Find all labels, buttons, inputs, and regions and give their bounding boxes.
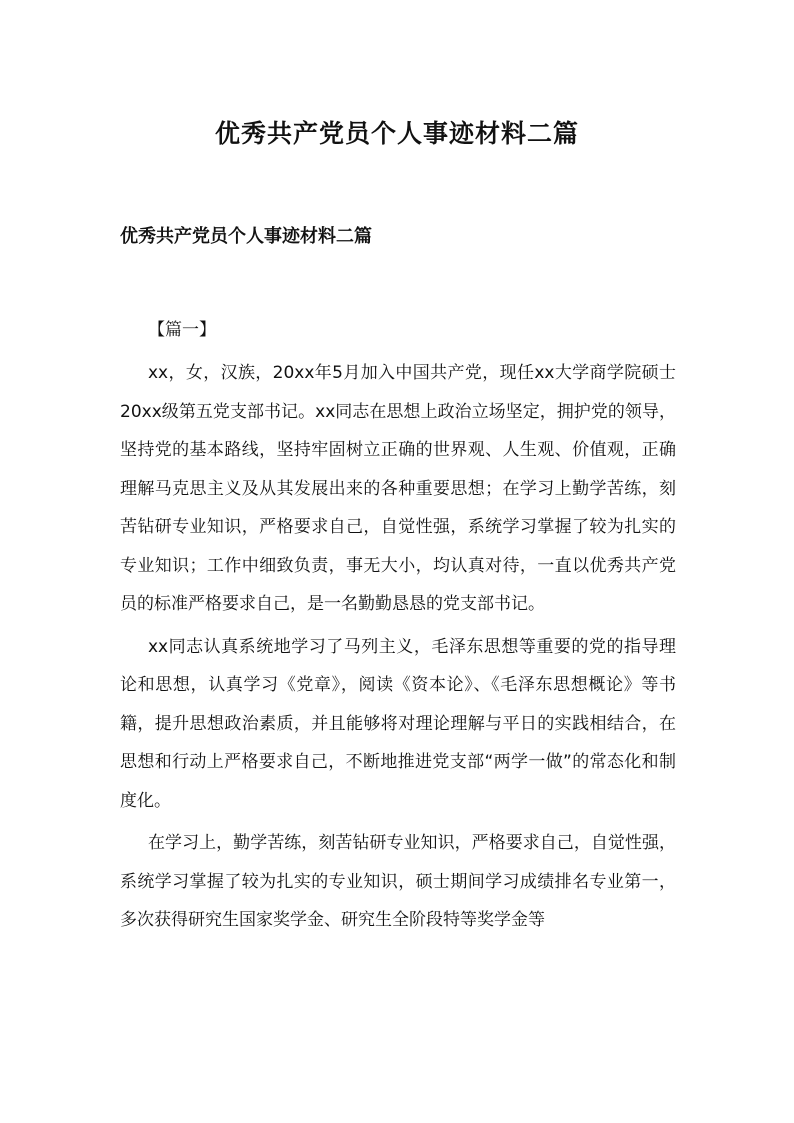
document-title: 优秀共产党员个人事迹材料二篇 [214, 119, 579, 148]
document-subtitle: 优秀共产党员个人事迹材料二篇 [120, 226, 372, 247]
section-label: 【篇一】 [148, 320, 216, 340]
paragraph: xx，女，汉族，20xx年5月加入中国共产党，现任xx大学商学院硕士20xx级第五党支部书记。xx同志在思想上政治立场坚定，拥护党的领导，坚持党的基本路线，坚持牢固树立正确的世界观、人生观、价值观，正确理解马克思主义及从其发展出来的各种重要思想；在学习上勤学苦练，刻苦钻研专业知识，严格要求自己，自觉性强，系统学习掌握了较为扎实的专业知识；工作中细致负责，事无大小，均认真对待，一直以优秀共产党员的标准严格要求自己，是一名勤勤恳恳的党支部书记。 [120, 363, 676, 614]
document-body [120, 354, 676, 944]
paragraph: xx同志认真系统地学习了马列主义，毛泽东思想等重要的党的指导理论和思想，认真学习《党章》，阅读《资本论》、《毛泽东思想概论》等书籍，提升思想政治素质，并且能够将对理论理解与平日的实践相结合，在思想和行动上严格要求自己，不断地推进党支部“两学一做”的常态化和制度化。 [120, 636, 676, 811]
paragraph: 在学习上，勤学苦练，刻苦钻研专业知识，严格要求自己，自觉性强，系统学习掌握了较为扎实的专业知识，硕士期间学习成绩排名专业第一，多次获得研究生国家奖学金、研究生全阶段特等奖学金等 [120, 833, 676, 930]
